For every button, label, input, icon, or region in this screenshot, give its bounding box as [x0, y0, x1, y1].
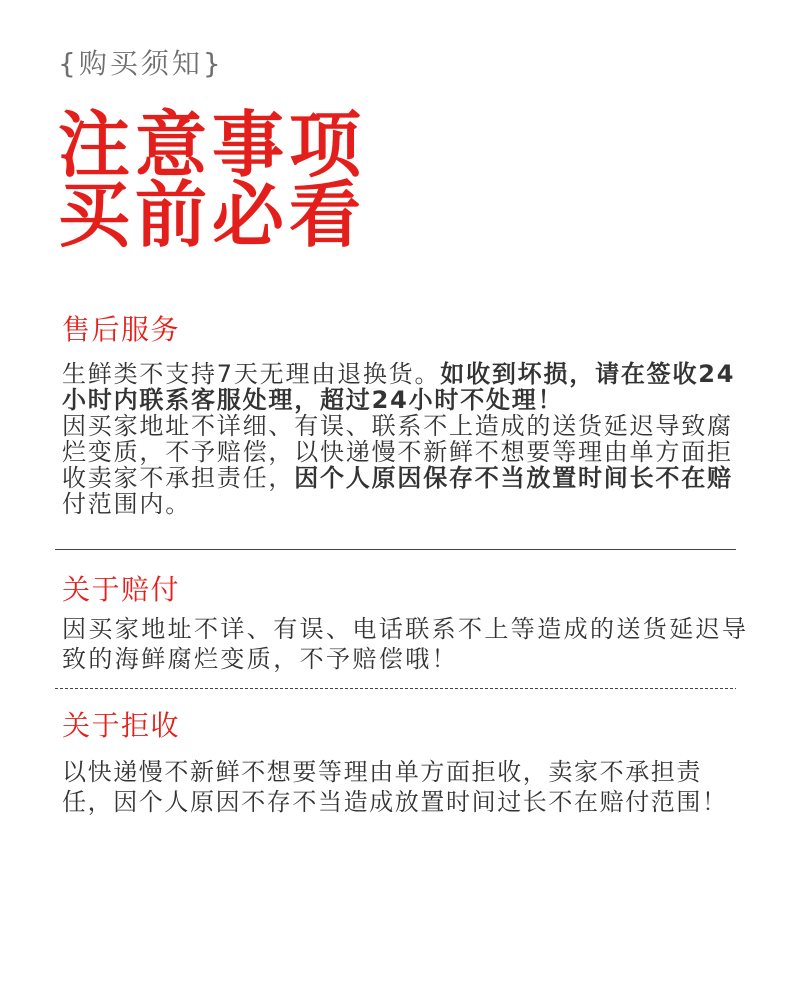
main-title [58, 103, 367, 257]
body-line [62, 614, 748, 644]
text-segment-emphasis: 如收到坏损，请在签收24 [440, 360, 736, 388]
notice-tagline: {购买须知} [58, 47, 224, 80]
main-title-line-1: 注意事项 [58, 103, 367, 187]
body-line [62, 757, 728, 787]
text-segment: 任，因个人原因不存不当造成放置时间过长不在赔付范围！ [62, 788, 728, 816]
text-segment: 致的海鲜腐烂变质，不予赔偿哦！ [62, 645, 458, 673]
section-body-refusal [62, 757, 728, 817]
body-line [62, 387, 735, 413]
main-title-line-2: 买前必看 [58, 173, 367, 257]
text-segment: 生鲜类不支持7天无理由退换货。 [62, 360, 441, 388]
body-line [62, 361, 735, 387]
body-line [62, 465, 735, 491]
section-body-after-sales [62, 361, 735, 517]
section-heading-compensation: 关于赔付 [62, 573, 181, 606]
text-segment: 付范围内。 [62, 490, 191, 518]
section-divider-dashed [55, 688, 736, 689]
text-segment: 以快递慢不新鲜不想要等理由单方面拒收，卖家不承担责 [62, 758, 702, 786]
body-line [62, 439, 735, 465]
section-heading-after-sales: 售后服务 [62, 313, 181, 346]
text-segment-emphasis: 因个人原因保存不当放置时间长不在赔 [294, 464, 733, 492]
text-segment: 烂变质，不予赔偿，以快递慢不新鲜不想要等理由单方面拒 [62, 438, 733, 466]
body-line [62, 491, 735, 517]
body-line [62, 787, 728, 817]
section-divider [55, 549, 736, 550]
body-line [62, 644, 748, 674]
section-heading-refusal: 关于拒收 [62, 709, 181, 742]
text-segment: 因买家地址不详、有误、电话联系不上等造成的送货延迟导 [62, 615, 749, 643]
body-line [62, 413, 735, 439]
section-body-compensation [62, 614, 748, 674]
text-segment: 因买家地址不详细、有误、联系不上造成的送货延迟导致腐 [62, 412, 733, 440]
text-segment: 收卖家不承担责任， [62, 464, 295, 492]
text-segment-emphasis: 小时内联系客服处理，超过24小时不处理！ [62, 386, 564, 414]
